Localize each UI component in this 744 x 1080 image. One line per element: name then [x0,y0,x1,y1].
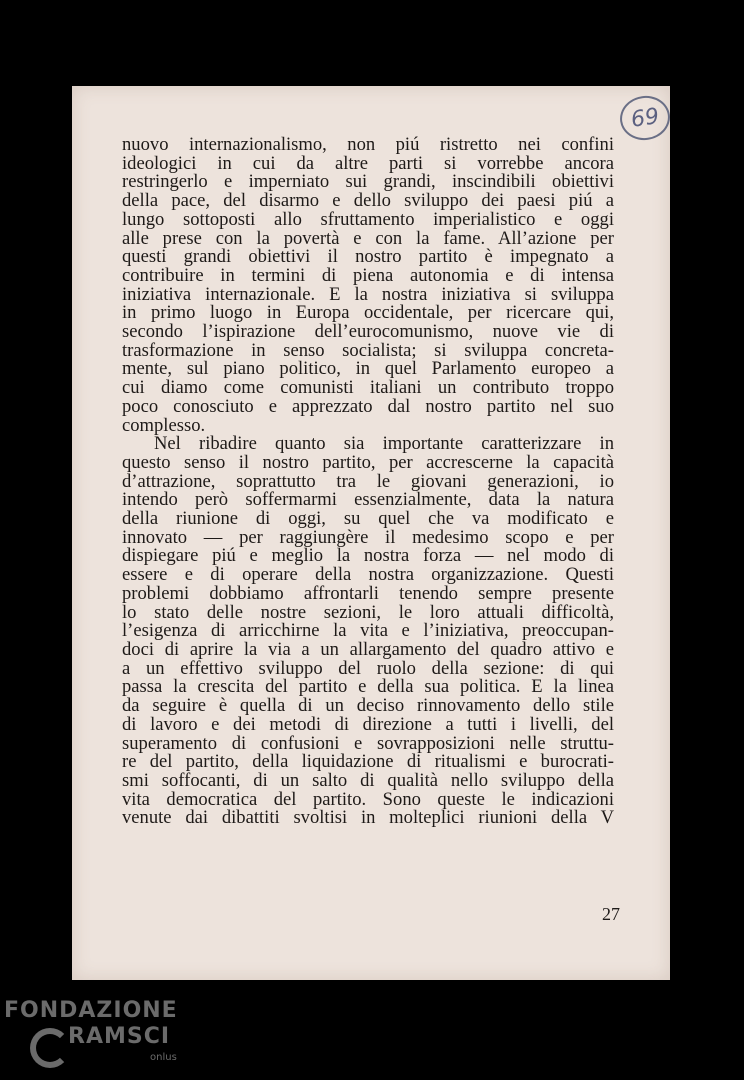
text-line: smi soffocanti, di un salto di qualità nello sviluppo della [122,769,614,791]
text-line: contribuire in termini di piena autonomia e di intensa [122,264,614,286]
page-number: 27 [602,904,620,924]
text-line: l’esigenza di arricchirne la vita e l’iniziativa, preoccupan- [122,620,614,642]
watermark-line1: FONDAZIONE [4,998,178,1023]
text-line: doci di aprire la via a un allargamento del quadro attivo e [122,638,614,660]
text-line: passa la crescita del partito e della sua politica. E la linea [122,676,614,698]
text-line: superamento di confusioni e sovrapposizioni nelle struttu- [122,732,614,754]
text-line: problemi dobbiamo affrontarli tenendo sempre presente [122,582,614,604]
text-line: Nel ribadire quanto sia importante caratterizzare in [154,433,614,455]
text-line: cui diamo come comunisti italiani un contributo troppo [122,377,614,399]
text-line: trasformazione in senso socialista; si sviluppa concreta- [122,339,614,361]
text-line: lo stato delle nostre sezioni, le loro attuali difficoltà, [122,601,614,623]
fondazione-gramsci-watermark [4,998,194,1074]
text-line: a un effettivo sviluppo del ruolo della sezione: di qui [122,657,614,679]
text-line: nuovo internazionalismo, non piú ristretto nei confini [122,134,614,155]
watermark-line2: RAMSCI [68,1024,171,1049]
text-line: iniziativa internazionale. E la nostra iniziativa si sviluppa [122,283,614,305]
text-line: lungo sottoposti allo sfruttamento imperialistico e oggi [122,208,614,230]
text-line: complesso. [122,414,206,436]
text-line: questo senso il nostro partito, per accrescerne la capacità [122,451,614,473]
handwritten-number-text: 69 [629,103,661,133]
text-line: poco conosciuto e apprezzato dal nostro partito nel suo [122,395,614,417]
text-line: venute dai dibattiti svoltisi in molteplici riunioni della V [122,807,614,829]
body-text [122,136,614,828]
text-line: ideologici in cui da altre parti si vorrebbe ancora [122,152,614,174]
text-line: secondo l’ispirazione dell’eurocomunismo, nuove vie di [122,321,614,343]
text-line: vita democratica del partito. Sono queste le indicazioni [122,788,614,810]
text-line: mente, sul piano politico, in quel Parlamento europeo a [122,358,614,380]
text-line: questi grandi obiettivi il nostro partito è impegnato a [122,246,614,268]
text-line: re del partito, della liquidazione di ritualismi e burocrati- [122,751,614,773]
book-page [72,86,670,980]
text-line: innovato — per raggiungère il medesimo scopo e per [122,526,614,548]
text-line: dispiegare piú e meglio la nostra forza — nel modo di [122,545,614,567]
text-line: restringerlo e imperniato sui grandi, inscindibili obiettivi [122,171,614,193]
text-line: della riunione di oggi, su quel che va modificato e [122,508,614,530]
text-line: della pace, del disarmo e dello sviluppo dei paesi piú a [122,190,614,212]
text-line: essere e di operare della nostra organizzazione. Questi [122,564,614,586]
text-line: di lavoro e dei metodi di direzione a tutti i livelli, del [122,713,614,735]
text-line: da seguire è quella di un deciso rinnovamento dello stile [122,695,614,717]
watermark-sub: onlus [150,1052,177,1063]
text-line: d’attrazione, soprattutto tra le giovani generazioni, io [122,470,614,492]
text-line: in primo luogo in Europa occidentale, per ricercare qui, [122,302,614,324]
text-line: intendo però soffermarmi essenzialmente, data la natura [122,489,614,511]
logo-g-icon [30,1028,70,1068]
handwritten-page-number [617,93,673,144]
text-line: alle prese con la povertà e con la fame. All’azione per [122,227,614,249]
